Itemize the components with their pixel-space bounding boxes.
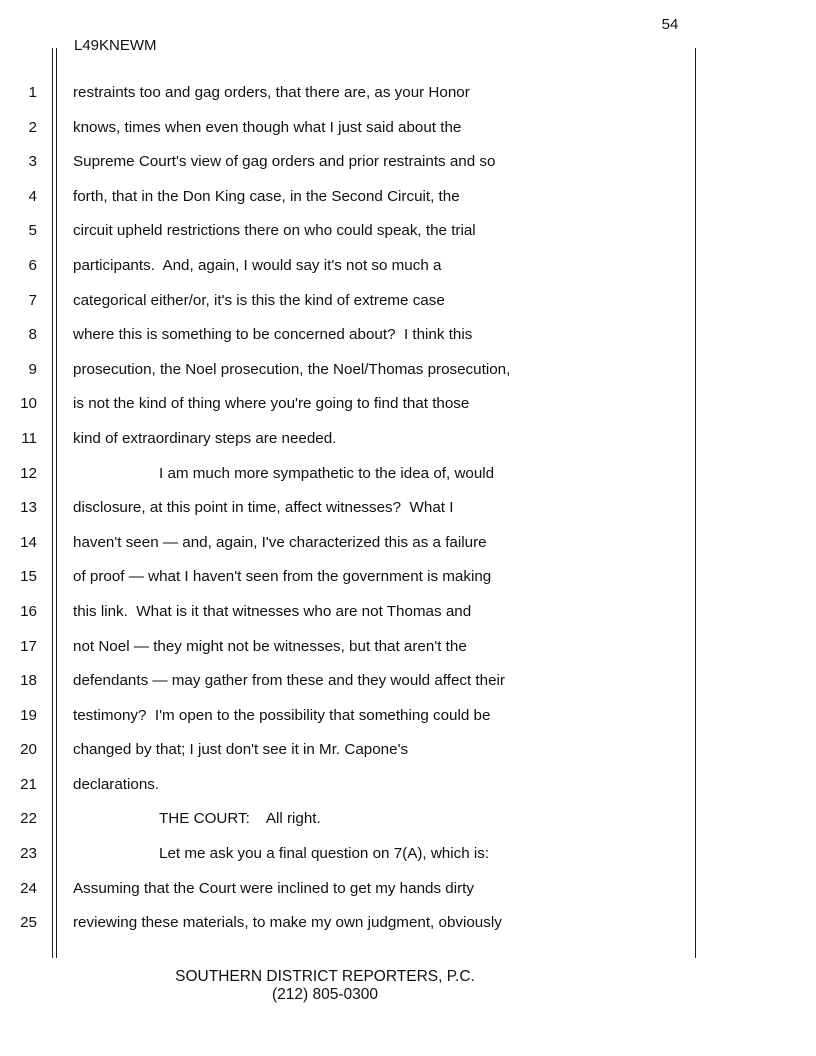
reporter-name: SOUTHERN DISTRICT REPORTERS, P.C. [175, 968, 475, 985]
transcript-line [0, 491, 816, 526]
line-number: 23 [20, 845, 37, 863]
case-id: L49KNEWM [74, 37, 157, 54]
line-number: 20 [20, 741, 37, 759]
transcript-line [0, 353, 816, 388]
line-text: Assuming that the Court were inclined to get my hands dirty [73, 879, 474, 897]
line-number: 19 [20, 706, 37, 724]
reporter-phone: (212) 805-0300 [272, 986, 378, 1003]
line-text: where this is something to be concerned about? I think this [73, 326, 473, 344]
line-text: defendants — may gather from these and they would affect their [73, 672, 505, 690]
transcript-line [0, 284, 816, 319]
line-text: circuit upheld restrictions there on who could speak, the trial [73, 222, 476, 240]
transcript-line [0, 180, 816, 215]
transcript-line [0, 560, 816, 595]
transcript-line [0, 837, 816, 872]
line-text: changed by that; I just don't see it in Mr. Capone's [73, 741, 409, 759]
line-text: knows, times when even though what I just said about the [73, 118, 462, 136]
transcript-line [0, 802, 816, 837]
line-number: 7 [28, 291, 37, 309]
footer [0, 968, 650, 1004]
transcript-line [0, 76, 816, 111]
line-number: 22 [20, 810, 37, 828]
page-number: 54 [661, 16, 679, 33]
line-text: not Noel — they might not be witnesses, but that aren't the [73, 637, 467, 655]
line-number: 8 [28, 326, 37, 344]
line-number: 15 [20, 568, 37, 586]
transcript-line [0, 457, 816, 492]
line-text: Supreme Court's view of gag orders and prior restraints and so [73, 153, 496, 171]
line-text: forth, that in the Don King case, in the Second Circuit, the [73, 187, 460, 205]
line-number: 14 [20, 533, 37, 551]
line-number: 1 [28, 84, 37, 101]
line-text: disclosure, at this point in time, affect witnesses? What I [73, 499, 454, 517]
line-text: of proof — what I haven't seen from the government is making [73, 568, 492, 586]
line-text: THE COURT: All right. [159, 810, 321, 828]
line-text: reviewing these materials, to make my own judgment, obviously [73, 914, 502, 932]
line-number: 17 [20, 637, 37, 655]
transcript-line [0, 768, 816, 803]
line-text: categorical either/or, it's is this the kind of extreme case [73, 291, 445, 309]
line-text: prosecution, the Noel prosecution, the Noel/Thomas prosecution, [73, 360, 511, 378]
line-number: 25 [20, 914, 37, 932]
line-number: 18 [20, 672, 37, 690]
line-number: 11 [21, 429, 37, 447]
transcript-line [0, 733, 816, 768]
line-text: declarations. [73, 775, 160, 793]
line-number: 13 [20, 499, 37, 517]
line-number: 24 [20, 879, 37, 897]
transcript-line [0, 595, 816, 630]
transcript-line [0, 630, 816, 665]
line-text: is not the kind of thing where you're going to find that those [73, 395, 470, 413]
transcript-body [0, 76, 816, 941]
line-text: testimony? I'm open to the possibility that something could be [73, 706, 491, 724]
transcript-line [0, 906, 816, 941]
line-number: 9 [28, 360, 37, 378]
transcript-line [0, 145, 816, 180]
transcript-line [0, 699, 816, 734]
transcript-line [0, 664, 816, 699]
line-text: this link. What is it that witnesses who are not Thomas and [73, 602, 472, 620]
line-text: participants. And, again, I would say it's not so much a [73, 256, 442, 274]
line-number: 6 [28, 256, 37, 274]
line-text: restraints too and gag orders, that there are, as your Honor [73, 84, 470, 101]
line-text: Let me ask you a final question on 7(A), which is: [159, 845, 490, 863]
line-number: 10 [20, 395, 37, 413]
line-text: I am much more sympathetic to the idea of, would [159, 464, 495, 482]
transcript-line [0, 249, 816, 284]
line-text: kind of extraordinary steps are needed. [73, 429, 337, 447]
transcript-line [0, 387, 816, 422]
line-text: haven't seen — and, again, I've characterized this as a failure [73, 533, 487, 551]
transcript-line [0, 422, 816, 457]
transcript-line [0, 872, 816, 907]
transcript-line [0, 111, 816, 146]
transcript-line [0, 526, 816, 561]
line-number: 21 [20, 775, 37, 793]
line-number: 16 [20, 602, 37, 620]
transcript-line [0, 214, 816, 249]
line-number: 4 [28, 187, 37, 205]
line-number: 5 [28, 222, 37, 240]
transcript-line [0, 318, 816, 353]
line-number: 2 [28, 118, 37, 136]
line-number: 12 [20, 464, 37, 482]
line-number: 3 [28, 153, 37, 171]
